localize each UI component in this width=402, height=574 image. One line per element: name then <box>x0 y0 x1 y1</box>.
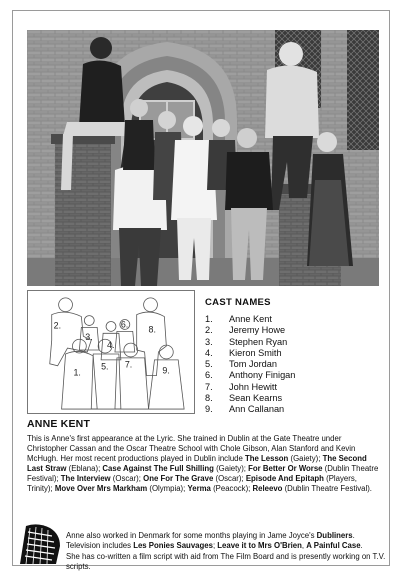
key-label-5: 5. <box>101 361 109 372</box>
cast-list-item <box>205 382 385 393</box>
cast-number: 2. <box>205 325 213 336</box>
production-title: The Second Last Straw <box>27 454 367 473</box>
cast-name: Ann Callanan <box>229 404 285 415</box>
cast-name: Sean Kearns <box>229 393 283 404</box>
production-title: A Painful Case <box>306 541 361 550</box>
cast-number: 7. <box>205 381 213 392</box>
cast-list-item <box>205 359 385 370</box>
cast-name: Anthony Finigan <box>229 370 296 381</box>
cast-number: 8. <box>205 393 213 404</box>
bio-text: (Dublin Theatre Festival). <box>282 484 372 493</box>
bio-text: This is Anne's first appearance at the Lyric. She trained in Dublin at the Gate Theatre under Christopher Cassan and the Oscar Theatre School with Chole Gibson, Alan Stanford and Kevin McHugh. Her most recent productions played in Dublin include <box>27 434 356 463</box>
bio-paragraph-work <box>66 531 386 551</box>
cast-names-section <box>205 297 385 416</box>
cast-number: 9. <box>205 404 213 415</box>
bio-heading: ANNE KENT <box>27 418 91 430</box>
bio-text: (Oscar); <box>213 474 246 483</box>
production-title: Leave it to Mrs O'Brien <box>217 541 302 550</box>
bio-text: . Television includes <box>66 531 355 550</box>
production-title: One For The Grave <box>143 474 214 483</box>
cast-list-item <box>205 314 385 325</box>
cast-name: John Hewitt <box>229 381 278 392</box>
bio-text: (Peacock); <box>210 484 253 493</box>
bio-text: (Gaiety); <box>213 464 249 473</box>
cast-name: Anne Kent <box>229 314 272 324</box>
cast-list-item <box>205 348 385 359</box>
bio-text: Anne also worked in Denmark for some months playing in Jame Joyce's <box>66 531 317 540</box>
production-title: Dubliners <box>316 531 353 540</box>
bio-text: ; <box>212 541 218 550</box>
cast-names-title: CAST NAMES <box>205 297 271 308</box>
cast-names-list <box>205 314 385 416</box>
bio-text: (Eblana); <box>66 464 103 473</box>
cast-list-item <box>205 370 385 381</box>
bio-text: . <box>360 541 363 550</box>
bio-text: (Players, Trinity); <box>27 474 357 493</box>
cast-name: Stephen Ryan <box>229 336 288 347</box>
cast-key-figure <box>27 290 195 414</box>
bio-text: (Olympia); <box>147 484 188 493</box>
bio-paragraph-training <box>27 434 382 494</box>
cast-name: Kieron Smith <box>229 347 282 358</box>
key-label-9: 9. <box>162 365 170 376</box>
cast-number: 3. <box>205 336 213 347</box>
bio-text: (Gaiety); <box>288 454 323 463</box>
production-title: Yerma <box>187 484 211 493</box>
production-title: The Lesson <box>245 454 289 463</box>
bio-continued <box>66 531 386 573</box>
key-label-3: 3. <box>85 332 93 343</box>
production-title: The Interview <box>60 474 111 483</box>
key-label-8: 8. <box>148 324 156 335</box>
cast-number: 1. <box>205 314 213 324</box>
key-label-6: 6. <box>120 319 129 330</box>
cast-photo <box>27 30 379 286</box>
production-title: Move Over Mrs Markham <box>54 484 148 493</box>
bio-text: , <box>301 541 307 550</box>
bio-section <box>27 418 382 494</box>
harp-logo-icon <box>16 520 64 568</box>
cast-list-item <box>205 393 385 404</box>
cast-list-item <box>205 325 385 336</box>
production-title: Les Ponies Sauvages <box>133 541 213 550</box>
production-title: For Better Or Worse <box>248 464 323 473</box>
cast-number: 6. <box>205 370 213 381</box>
cast-number: 4. <box>205 347 213 358</box>
cast-list-item <box>205 337 385 348</box>
production-title: Releevo <box>252 484 283 493</box>
bio-text: (Dublin Theatre Festival); <box>27 464 379 483</box>
cast-name: Jeremy Howe <box>229 325 286 336</box>
bio-text: (Oscar); <box>110 474 144 483</box>
bio-paragraph-writing: She has co-written a film script with aid from The Film Board and is presently working on T.V. scripts. <box>66 552 386 571</box>
cast-list-item <box>205 404 385 415</box>
production-title: Episode And Epitaph <box>245 474 324 483</box>
key-label-7: 7. <box>124 359 133 370</box>
key-label-2: 2. <box>53 320 62 331</box>
cast-number: 5. <box>205 359 213 370</box>
key-label-1: 1. <box>73 367 81 378</box>
production-title: Case Against The Full Shilling <box>102 464 214 473</box>
key-label-4: 4. <box>107 340 115 351</box>
cast-name: Tom Jordan <box>229 359 277 370</box>
